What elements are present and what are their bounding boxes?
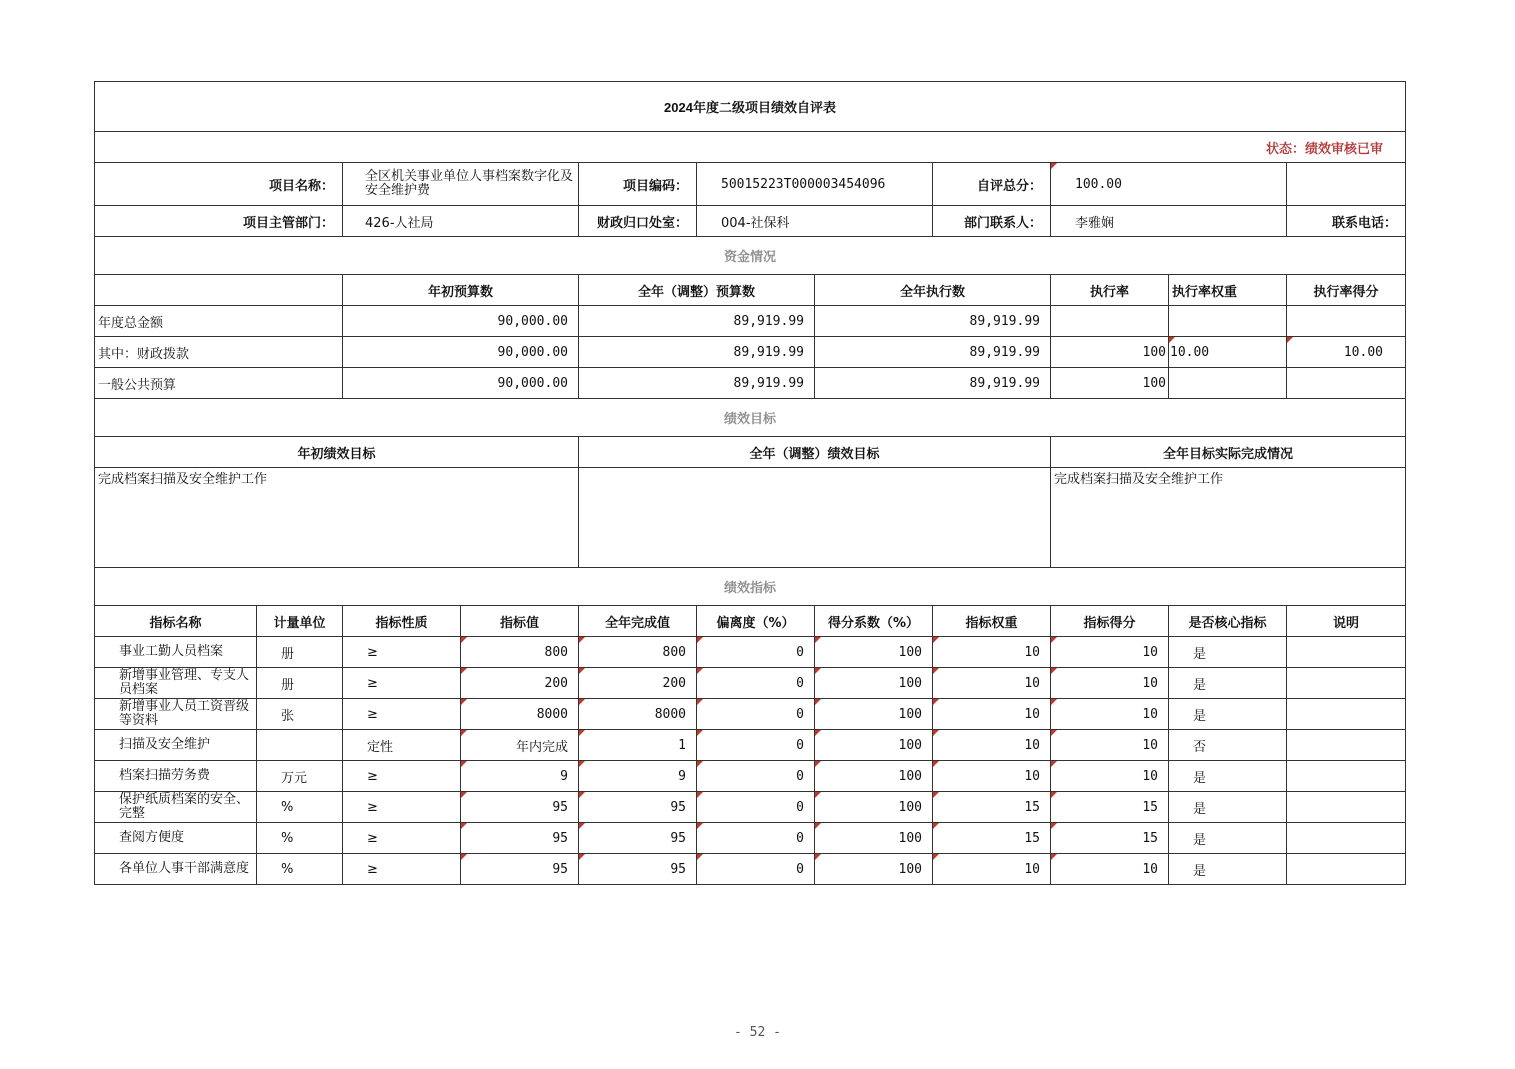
- goals-section-title: 绩效目标: [95, 399, 1406, 437]
- ind-unit: 万元: [257, 761, 343, 792]
- ind-score: 10: [1051, 730, 1169, 761]
- ind-core: 是: [1169, 854, 1287, 885]
- ind-nature: 定性: [343, 730, 461, 761]
- ind-dev: 0: [697, 730, 815, 761]
- ind-note: [1287, 637, 1406, 668]
- ind-header-coef: 得分系数（%）: [815, 606, 933, 637]
- ind-weight: 10: [933, 699, 1051, 730]
- ind-weight: 10: [933, 761, 1051, 792]
- ind-value: 年内完成: [461, 730, 579, 761]
- ind-score: 10: [1051, 699, 1169, 730]
- ind-core: 是: [1169, 637, 1287, 668]
- ind-name: 事业工勤人员档案: [95, 637, 257, 668]
- fund-weight: [1169, 368, 1287, 399]
- ind-core: 否: [1169, 730, 1287, 761]
- ind-core: 是: [1169, 668, 1287, 699]
- ind-header-core: 是否核心指标: [1169, 606, 1287, 637]
- ind-unit: 册: [257, 637, 343, 668]
- ind-weight: 10: [933, 854, 1051, 885]
- funds-header-executed: 全年执行数: [815, 275, 1051, 306]
- ind-header-nature: 指标性质: [343, 606, 461, 637]
- fund-weight: 10.00: [1169, 337, 1287, 368]
- ind-dev: 0: [697, 792, 815, 823]
- fund-score: [1287, 368, 1406, 399]
- fund-name: 年度总金额: [95, 306, 343, 337]
- performance-evaluation-table: [94, 81, 1406, 885]
- ind-score: 10: [1051, 854, 1169, 885]
- ind-score: 10: [1051, 668, 1169, 699]
- ind-done: 95: [579, 823, 697, 854]
- fund-executed: 89,919.99: [815, 337, 1051, 368]
- ind-note: [1287, 699, 1406, 730]
- fund-rate: 100: [1051, 337, 1169, 368]
- ind-weight: 10: [933, 668, 1051, 699]
- ind-coef: 100: [815, 854, 933, 885]
- ind-header-dev: 偏离度（%）: [697, 606, 815, 637]
- table-row: [95, 854, 1406, 885]
- score-label: 自评总分：: [933, 163, 1051, 206]
- goal-adjusted-text: [579, 468, 1051, 568]
- contact-value: 李雅娴: [1051, 206, 1287, 237]
- fund-adjusted: 89,919.99: [579, 306, 815, 337]
- ind-unit: [257, 730, 343, 761]
- ind-coef: 100: [815, 823, 933, 854]
- ind-unit: 张: [257, 699, 343, 730]
- page-number: - 52 -: [734, 1025, 781, 1040]
- table-row: [95, 368, 1406, 399]
- ind-nature: ≥: [343, 854, 461, 885]
- ind-nature: ≥: [343, 792, 461, 823]
- project-code-label: 项目编码：: [579, 163, 697, 206]
- finance-label: 财政归口处室：: [579, 206, 697, 237]
- ind-header-note: 说明: [1287, 606, 1406, 637]
- funds-header-rate: 执行率: [1051, 275, 1169, 306]
- ind-value: 95: [461, 854, 579, 885]
- table-row: [95, 761, 1406, 792]
- table-row: [95, 730, 1406, 761]
- table-row: [95, 637, 1406, 668]
- fund-initial: 90,000.00: [343, 337, 579, 368]
- goals-header-adjusted: 全年（调整）绩效目标: [579, 437, 1051, 468]
- ind-nature: ≥: [343, 823, 461, 854]
- ind-note: [1287, 792, 1406, 823]
- ind-nature: ≥: [343, 761, 461, 792]
- ind-weight: 10: [933, 637, 1051, 668]
- ind-name: 保护纸质档案的安全、完整: [95, 792, 257, 823]
- ind-weight: 15: [933, 792, 1051, 823]
- ind-header-name: 指标名称: [95, 606, 257, 637]
- fund-rate: 100: [1051, 368, 1169, 399]
- ind-done: 95: [579, 854, 697, 885]
- ind-score: 15: [1051, 823, 1169, 854]
- ind-nature: ≥: [343, 637, 461, 668]
- table-row: [95, 699, 1406, 730]
- indicator-rows: [95, 637, 1406, 885]
- ind-core: 是: [1169, 699, 1287, 730]
- ind-dev: 0: [697, 668, 815, 699]
- ind-value: 8000: [461, 699, 579, 730]
- ind-done: 800: [579, 637, 697, 668]
- ind-value: 95: [461, 823, 579, 854]
- goals-header-initial: 年初绩效目标: [95, 437, 579, 468]
- funds-header-adjusted: 全年（调整）预算数: [579, 275, 815, 306]
- fund-score: 10.00: [1287, 337, 1406, 368]
- finance-value: 004-社保科: [697, 206, 933, 237]
- fund-executed: 89,919.99: [815, 306, 1051, 337]
- ind-done: 8000: [579, 699, 697, 730]
- ind-score: 15: [1051, 792, 1169, 823]
- ind-name: 各单位人事干部满意度: [95, 854, 257, 885]
- ind-weight: 15: [933, 823, 1051, 854]
- ind-value: 200: [461, 668, 579, 699]
- ind-coef: 100: [815, 699, 933, 730]
- ind-unit: %: [257, 854, 343, 885]
- ind-unit: 册: [257, 668, 343, 699]
- ind-header-weight: 指标权重: [933, 606, 1051, 637]
- page-title: 2024年度二级项目绩效自评表: [95, 82, 1406, 132]
- ind-header-done: 全年完成值: [579, 606, 697, 637]
- ind-weight: 10: [933, 730, 1051, 761]
- ind-header-value: 指标值: [461, 606, 579, 637]
- ind-nature: ≥: [343, 668, 461, 699]
- ind-name: 新增事业管理、专支人员档案: [95, 668, 257, 699]
- fund-name: 其中：财政拨款: [95, 337, 343, 368]
- ind-value: 95: [461, 792, 579, 823]
- project-name-value: 全区机关事业单位人事档案数字化及安全维护费: [343, 163, 579, 206]
- ind-dev: 0: [697, 823, 815, 854]
- fund-initial: 90,000.00: [343, 306, 579, 337]
- goal-initial-text: 完成档案扫描及安全维护工作: [95, 468, 579, 568]
- ind-name: 查阅方便度: [95, 823, 257, 854]
- ind-core: 是: [1169, 792, 1287, 823]
- ind-coef: 100: [815, 637, 933, 668]
- ind-name: 档案扫描劳务费: [95, 761, 257, 792]
- table-row: [95, 337, 1406, 368]
- ind-done: 95: [579, 792, 697, 823]
- score-value: 100.00: [1051, 163, 1287, 206]
- ind-done: 1: [579, 730, 697, 761]
- ind-dev: 0: [697, 761, 815, 792]
- funds-header-blank: [95, 275, 343, 306]
- funds-header-weight: 执行率权重: [1169, 275, 1287, 306]
- table-row: [95, 792, 1406, 823]
- table-row: [95, 668, 1406, 699]
- contact-label: 部门联系人：: [933, 206, 1051, 237]
- fund-weight: [1169, 306, 1287, 337]
- ind-note: [1287, 854, 1406, 885]
- ind-unit: %: [257, 792, 343, 823]
- ind-dev: 0: [697, 637, 815, 668]
- fund-name: 一般公共预算: [95, 368, 343, 399]
- ind-done: 9: [579, 761, 697, 792]
- fund-adjusted: 89,919.99: [579, 337, 815, 368]
- ind-note: [1287, 823, 1406, 854]
- ind-header-score: 指标得分: [1051, 606, 1169, 637]
- ind-dev: 0: [697, 854, 815, 885]
- project-code-value: 50015223T000003454096: [697, 163, 933, 206]
- fund-executed: 89,919.99: [815, 368, 1051, 399]
- funds-header-score: 执行率得分: [1287, 275, 1406, 306]
- ind-note: [1287, 668, 1406, 699]
- ind-name: 扫描及安全维护: [95, 730, 257, 761]
- project-name-label: 项目名称：: [95, 163, 343, 206]
- ind-note: [1287, 730, 1406, 761]
- indicators-section-title: 绩效指标: [95, 568, 1406, 606]
- ind-coef: 100: [815, 792, 933, 823]
- fund-score: [1287, 306, 1406, 337]
- ind-done: 200: [579, 668, 697, 699]
- ind-header-unit: 计量单位: [257, 606, 343, 637]
- ind-coef: 100: [815, 730, 933, 761]
- funds-header-initial: 年初预算数: [343, 275, 579, 306]
- ind-dev: 0: [697, 699, 815, 730]
- goals-header-actual: 全年目标实际完成情况: [1051, 437, 1406, 468]
- ind-unit: %: [257, 823, 343, 854]
- table-row: [95, 823, 1406, 854]
- ind-nature: ≥: [343, 699, 461, 730]
- status-text: 状态：绩效审核已审: [95, 132, 1406, 163]
- ind-name: 新增事业人员工资晋级等资料: [95, 699, 257, 730]
- fund-rate: [1051, 306, 1169, 337]
- ind-value: 9: [461, 761, 579, 792]
- ind-coef: 100: [815, 761, 933, 792]
- ind-coef: 100: [815, 668, 933, 699]
- empty-cell: [1287, 163, 1406, 206]
- ind-core: 是: [1169, 761, 1287, 792]
- goal-actual-text: 完成档案扫描及安全维护工作: [1051, 468, 1406, 568]
- fund-adjusted: 89,919.99: [579, 368, 815, 399]
- ind-core: 是: [1169, 823, 1287, 854]
- ind-value: 800: [461, 637, 579, 668]
- ind-note: [1287, 761, 1406, 792]
- phone-label: 联系电话：: [1287, 206, 1406, 237]
- dept-value: 426-人社局: [343, 206, 579, 237]
- ind-score: 10: [1051, 761, 1169, 792]
- fund-initial: 90,000.00: [343, 368, 579, 399]
- funds-section-title: 资金情况: [95, 237, 1406, 275]
- ind-score: 10: [1051, 637, 1169, 668]
- table-row: [95, 306, 1406, 337]
- dept-label: 项目主管部门：: [95, 206, 343, 237]
